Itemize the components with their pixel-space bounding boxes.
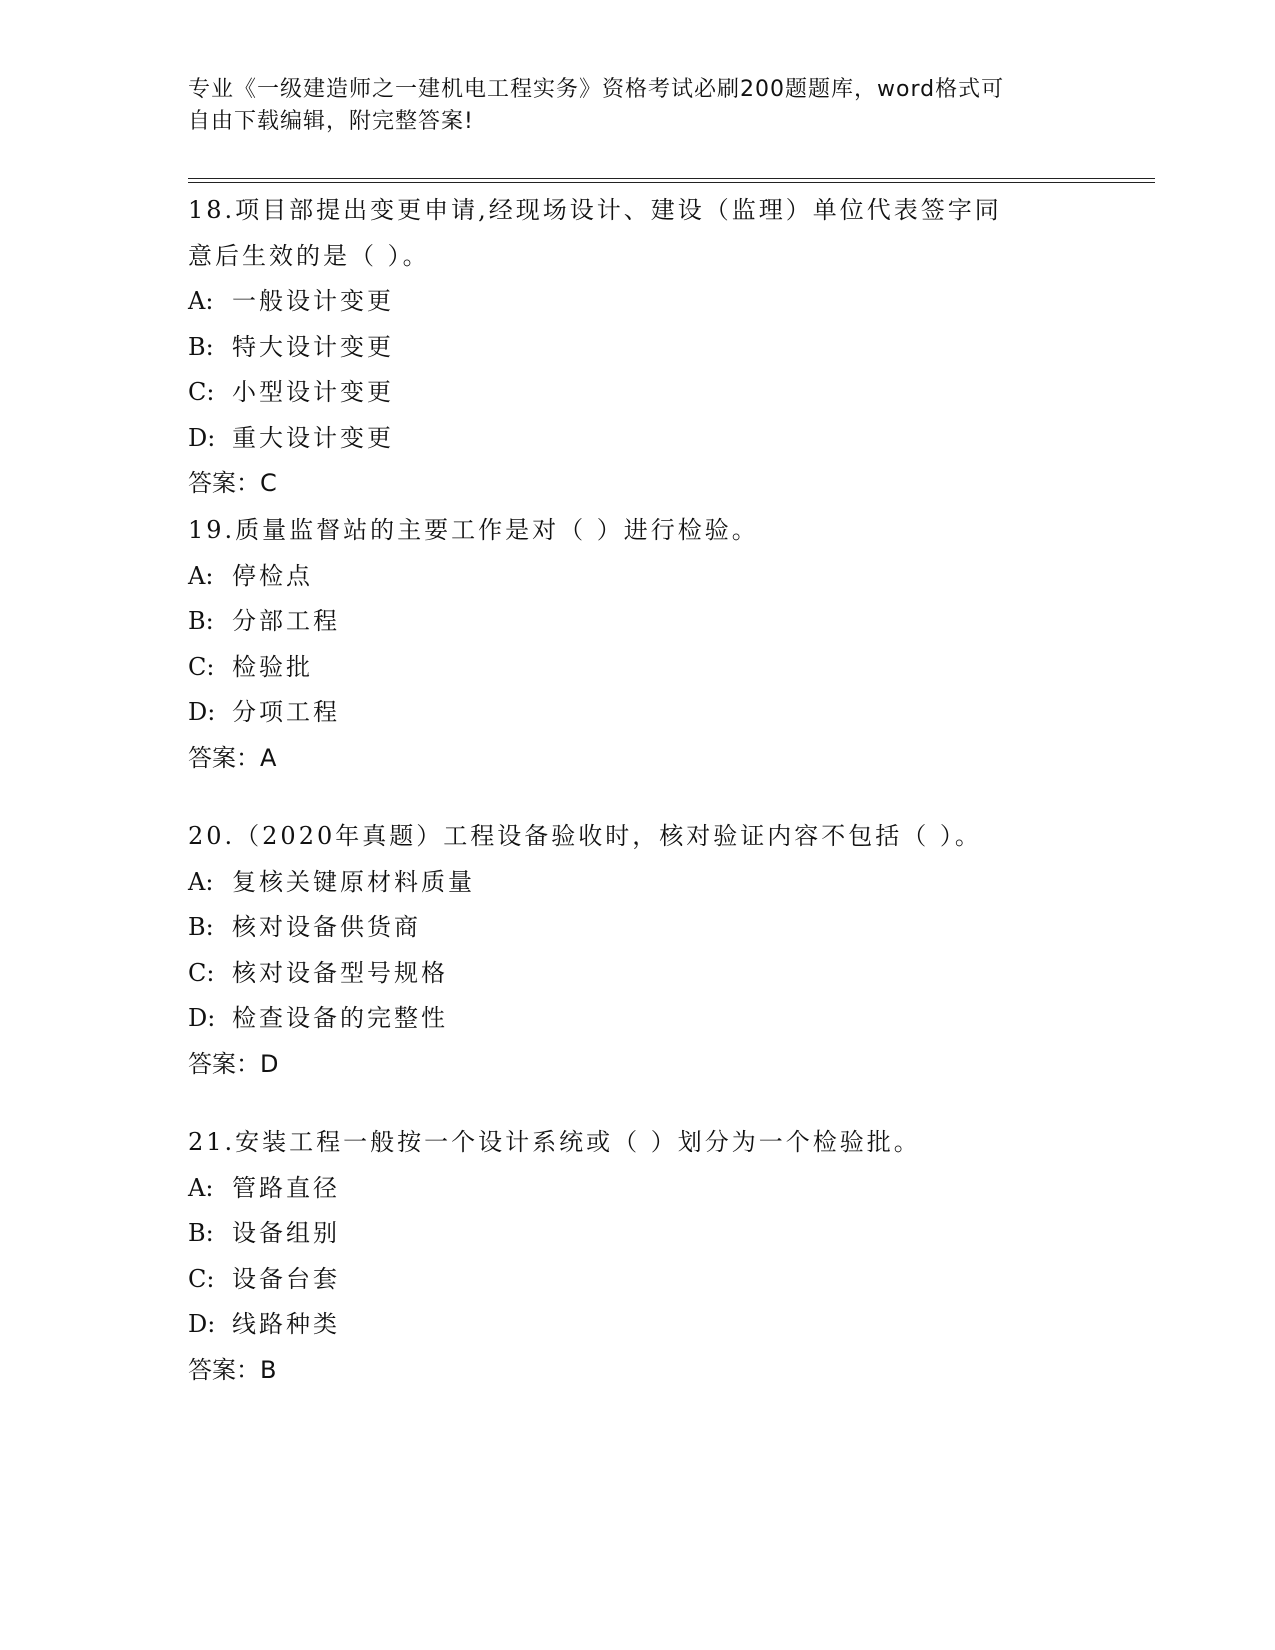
question-stem-line-1: 21.安装工程一般按一个设计系统或（ ）划分为一个检验批。 <box>188 1128 921 1156</box>
option-letter: C: <box>188 958 215 987</box>
option-b <box>188 1211 1088 1257</box>
option-text: 重大设计变更 <box>232 423 394 452</box>
option-letter: C: <box>188 652 215 681</box>
option-text: 特大设计变更 <box>232 332 394 361</box>
option-c <box>188 951 1088 997</box>
option-text: 核对设备型号规格 <box>232 958 448 987</box>
option-text: 核对设备供货商 <box>232 913 421 941</box>
option-c <box>188 370 1088 416</box>
option-letter: D: <box>188 1004 216 1032</box>
option-text: 小型设计变更 <box>232 378 394 406</box>
question-stem <box>188 188 1088 279</box>
question-stem-line-1: 18.项目部提出变更申请,经现场设计、建设（监理）单位代表签字同 <box>188 196 1002 224</box>
question-stem-line-1: 20.（2020年真题）工程设备验收时，核对验证内容不包括（ ）。 <box>188 822 982 850</box>
header-line-2: 自由下载编辑，附完整答案! <box>188 109 474 134</box>
option-text: 分项工程 <box>232 698 340 726</box>
header-line-1: 专业《一级建造师之一建机电工程实务》资格考试必刷200题题库，word格式可 <box>188 77 1005 102</box>
option-text: 线路种类 <box>232 1310 340 1338</box>
question-stem-line-2: 意后生效的是（ ）。 <box>188 241 430 270</box>
question-21 <box>188 1120 1088 1426</box>
answer-label: 答案：D <box>188 1049 279 1078</box>
question-list <box>188 188 1088 1426</box>
option-letter: D: <box>188 423 216 452</box>
question-18 <box>188 188 1088 508</box>
option-text: 管路直径 <box>232 1173 340 1202</box>
option-letter: C: <box>188 1264 215 1293</box>
option-letter: A: <box>188 1173 214 1202</box>
option-c <box>188 645 1088 691</box>
option-a <box>188 279 1088 325</box>
option-d <box>188 996 1088 1042</box>
option-text: 复核关键原材料质量 <box>232 867 475 896</box>
option-letter: B: <box>188 332 214 361</box>
option-text: 检查设备的完整性 <box>232 1004 448 1032</box>
option-text: 设备台套 <box>232 1264 340 1293</box>
option-b <box>188 599 1088 645</box>
question-stem <box>188 814 1088 860</box>
option-a <box>188 1166 1088 1212</box>
question-stem <box>188 1120 1088 1166</box>
option-text: 分部工程 <box>232 607 340 635</box>
option-text: 检验批 <box>232 652 313 681</box>
option-d <box>188 416 1088 462</box>
option-a <box>188 860 1088 906</box>
option-d <box>188 690 1088 736</box>
option-letter: A: <box>188 561 214 590</box>
document-header <box>188 74 1068 138</box>
option-text: 一般设计变更 <box>232 287 394 315</box>
question-19 <box>188 508 1088 814</box>
option-letter: B: <box>188 913 214 941</box>
option-letter: B: <box>188 607 214 635</box>
option-letter: D: <box>188 1310 216 1338</box>
option-a <box>188 554 1088 600</box>
option-letter: A: <box>188 287 214 315</box>
option-letter: C: <box>188 378 215 406</box>
option-d <box>188 1302 1088 1348</box>
question-20 <box>188 814 1088 1120</box>
option-b <box>188 905 1088 951</box>
question-stem-line-1: 19.质量监督站的主要工作是对（ ）进行检验。 <box>188 516 759 544</box>
option-letter: D: <box>188 698 216 726</box>
option-b <box>188 325 1088 371</box>
option-c <box>188 1257 1088 1303</box>
header-divider <box>188 178 1155 183</box>
answer-label: 答案：B <box>188 1355 277 1384</box>
option-text: 停检点 <box>232 561 313 590</box>
option-letter: A: <box>188 867 214 896</box>
option-letter: B: <box>188 1219 214 1247</box>
option-text: 设备组别 <box>232 1219 340 1247</box>
question-stem <box>188 508 1088 554</box>
answer-label: 答案：A <box>188 743 277 772</box>
answer-label: 答案：C <box>188 469 277 497</box>
